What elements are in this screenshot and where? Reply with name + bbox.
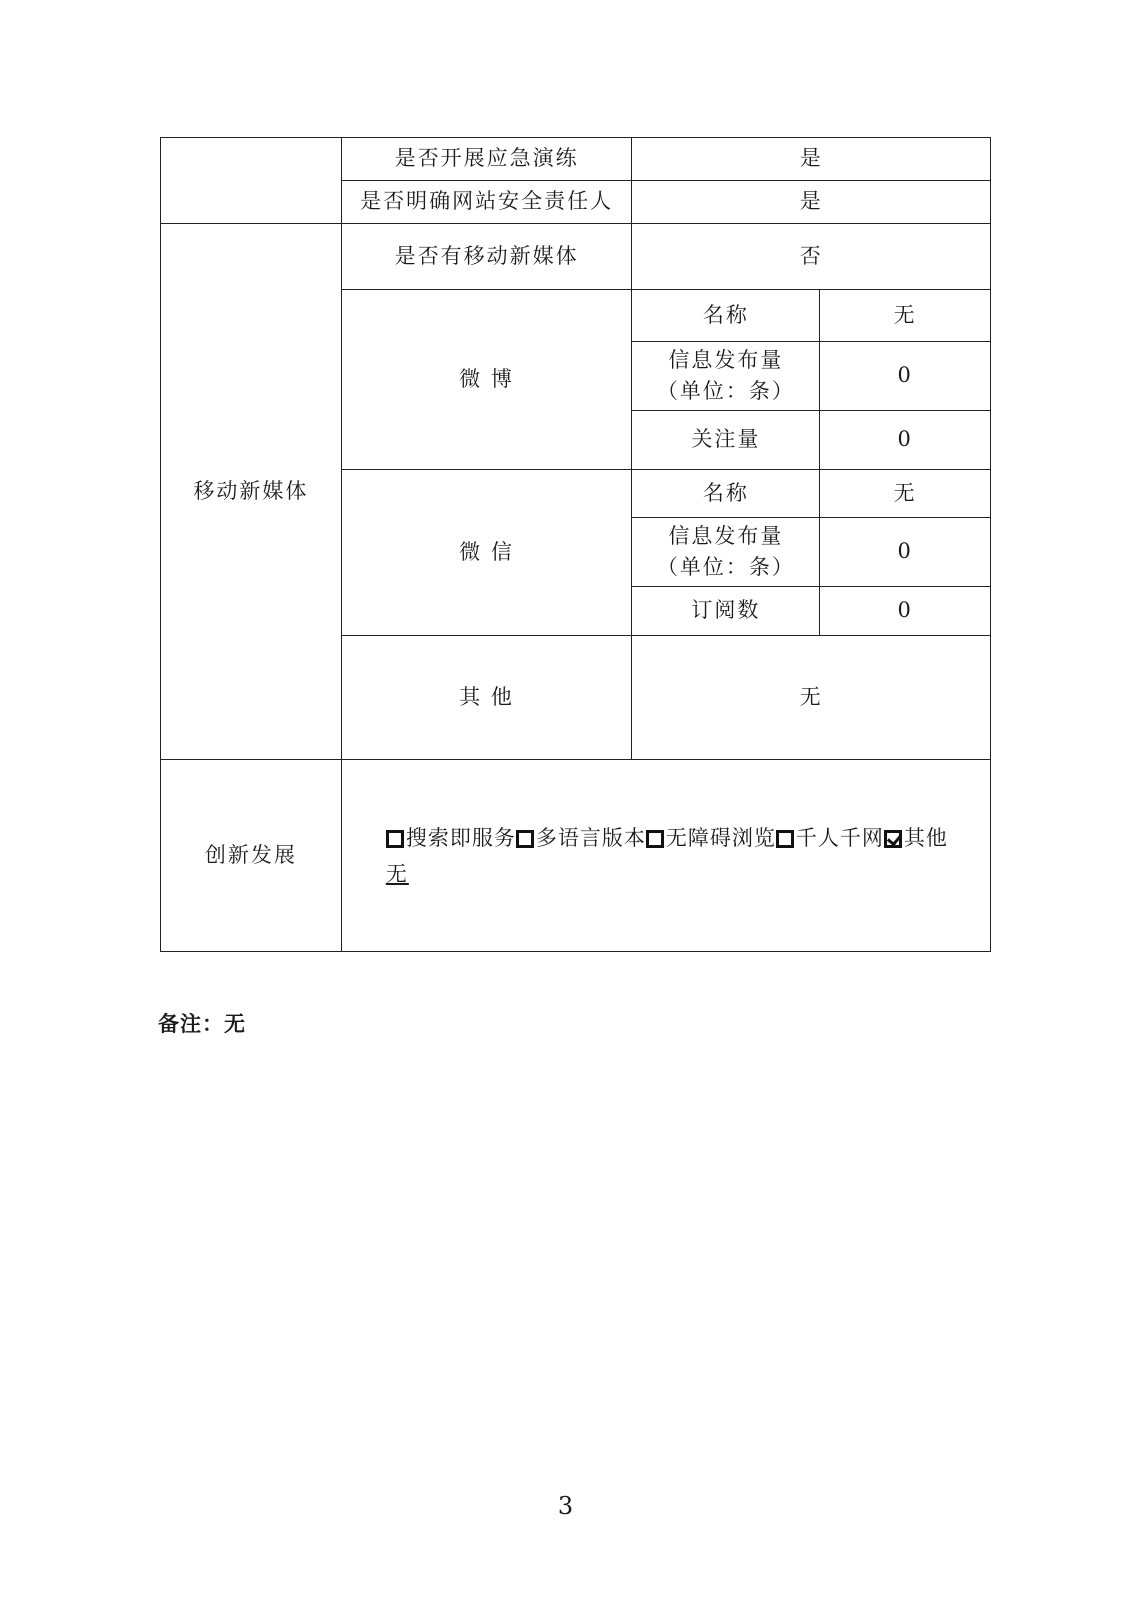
option-label: 无障碍浏览 xyxy=(665,825,776,850)
checkbox-icon[interactable] xyxy=(386,830,404,848)
other-media-label: 其 他 xyxy=(341,636,632,760)
weibo-posts-value: 0 xyxy=(820,342,991,411)
option-personalized[interactable] xyxy=(776,826,884,850)
page-number: 3 xyxy=(557,1492,574,1520)
option-search-service[interactable] xyxy=(386,826,516,850)
weixin-subscribers-label: 订阅数 xyxy=(632,587,820,636)
weixin-name-value: 无 xyxy=(820,470,991,518)
option-label: 千人千网 xyxy=(795,825,884,850)
table-row xyxy=(161,224,991,290)
option-label: 搜索即服务 xyxy=(405,825,516,850)
blank-section-cell xyxy=(161,138,342,224)
checked-checkbox-icon[interactable] xyxy=(884,830,902,848)
weixin-posts-label xyxy=(632,518,820,587)
weibo-name-value: 无 xyxy=(820,290,991,342)
note: 备注：无 xyxy=(158,1012,246,1036)
mobile-section-label: 移动新媒体 xyxy=(161,224,342,760)
weibo-followers-label: 关注量 xyxy=(632,411,820,470)
innovation-other-text: 无 xyxy=(385,861,409,886)
weibo-posts-label-line2: （单位：条） xyxy=(656,379,795,403)
table-row xyxy=(161,760,991,952)
has-mobile-label: 是否有移动新媒体 xyxy=(341,224,632,290)
option-other[interactable] xyxy=(884,826,948,850)
innovation-options-cell xyxy=(341,760,990,952)
weibo-posts-label xyxy=(632,342,820,411)
weixin-posts-value: 0 xyxy=(820,518,991,587)
weibo-label: 微 博 xyxy=(341,290,632,470)
innovation-section-label: 创新发展 xyxy=(161,760,342,952)
option-label: 其他 xyxy=(903,825,948,850)
checkbox-icon[interactable] xyxy=(646,830,664,848)
responsible-person-label: 是否明确网站安全责任人 xyxy=(341,181,632,224)
drill-value: 是 xyxy=(632,138,991,181)
weixin-posts-label-line2: （单位：条） xyxy=(656,555,795,579)
option-multi-language[interactable] xyxy=(516,826,646,850)
option-accessibility[interactable] xyxy=(646,826,776,850)
weixin-name-label: 名称 xyxy=(632,470,820,518)
weixin-subscribers-value: 0 xyxy=(820,587,991,636)
weibo-followers-value: 0 xyxy=(820,411,991,470)
other-media-value: 无 xyxy=(632,636,991,760)
has-mobile-value: 否 xyxy=(632,224,991,290)
weibo-posts-label-line1: 信息发布量 xyxy=(668,347,784,372)
responsible-person-value: 是 xyxy=(632,181,991,224)
checkbox-icon[interactable] xyxy=(776,830,794,848)
weixin-posts-label-line1: 信息发布量 xyxy=(668,523,784,548)
checkbox-icon[interactable] xyxy=(516,830,534,848)
innovation-options xyxy=(386,820,980,856)
weixin-label: 微 信 xyxy=(341,470,632,636)
table-row xyxy=(161,138,991,181)
drill-label: 是否开展应急演练 xyxy=(341,138,632,181)
report-table xyxy=(160,137,991,952)
option-label: 多语言版本 xyxy=(535,825,646,850)
weibo-name-label: 名称 xyxy=(632,290,820,342)
